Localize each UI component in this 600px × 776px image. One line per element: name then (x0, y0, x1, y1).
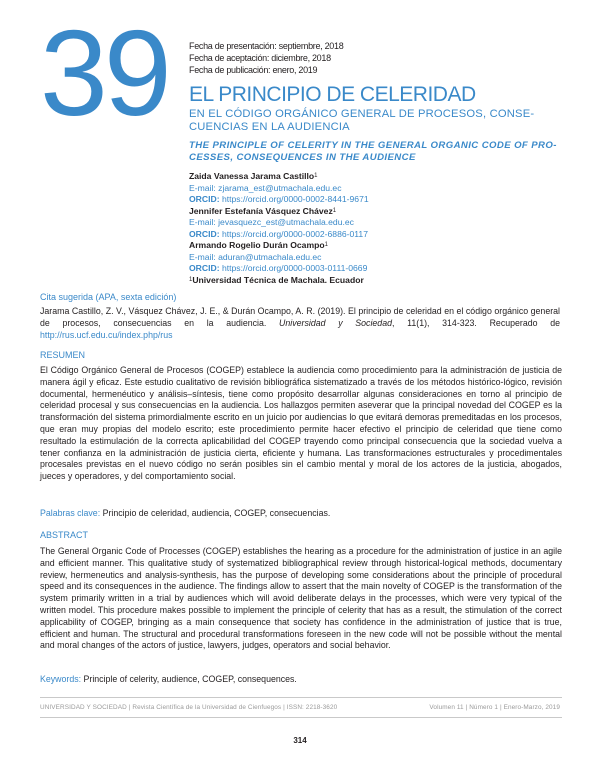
date-accepted: Fecha de aceptación: diciembre, 2018 (189, 53, 331, 63)
citation-url-link[interactable]: http://rus.ucf.edu.cu/index.php/rus (40, 329, 173, 340)
orcid-link[interactable]: https://orcid.org/0000-0002-6886-0117 (221, 228, 368, 239)
author-name: Jennifer Estefanía Vásquez Chávez (189, 205, 333, 216)
article-number: 39 (40, 5, 168, 141)
orcid-link[interactable]: https://orcid.org/0000-0002-8441-9671 (221, 194, 369, 204)
email-link[interactable]: aduran@utmachala.edu.ec (218, 251, 322, 262)
publication-dates (189, 40, 343, 76)
footer-journal-info: UNIVERSIDAD Y SOCIEDAD | Revista Científica de la Universidad de Cienfuegos | ISSN: 2218-3620 (40, 704, 338, 711)
email-link[interactable]: jevasquezc_est@utmachala.edu.ec (218, 217, 354, 227)
author-name: Zaida Vanessa Jarama Castillo (189, 171, 315, 181)
palabras-clave (40, 508, 330, 518)
abstract-text: The General Organic Code of Processes (COGEP) establishes the hearing as a procedure for the administration of justice in an agile and efficient manner. This qualitative study of systematized bibliographical review through historical-logical methods, documentary review, hermeneutics and analysis-synthesis, has the purpose of developing some considerations about the principle of procedural speed and its consequences in the audience. The findings allow to assert that the main novelty of COGEP is the transformation of the system primarily written in a trial by audiences which will avoid deliberate delays in the processes, which were very typical of the written model. This procedure makes possible to implement the principle of celerity that has as a result, the stimulation of the correct applicability of COGEP, bringing as a main consequence that society has confidence in the administration of justice that is true, efficient and human. The structural and procedural transformations foreseen in the new code will not be possible without the mental and moral changes of the actors of justice, lawyers, judges, operators and social behavior. (40, 546, 562, 651)
footer-divider-bottom (40, 717, 562, 718)
footer-divider (40, 697, 562, 698)
keywords-text: Principle of celerity, audience, COGEP, consequences. (81, 674, 297, 684)
authors-block (189, 171, 569, 286)
orcid-label: ORCID: (189, 263, 220, 273)
resumen-text: El Código Orgánico General de Procesos (COGEP) establece la audiencia como procedimiento para la administración de justicia de manera ágil y eficaz. Este estudio cualitativo de revisión bibliográfica sistematizado a través de los métodos histórico-lógico, revisión documental, hermenéutico y análisis–síntesis, tiene como propósito desarrollar algunas consideraciones en torno al principio de celeridad procesal y sus consecuencias en la audiencia. Los hallazgos permiten aseverar que la principal novedad del COGEP es la transformación del sistema primordialmente escrito en un juicio por audiencias lo que evitará demoras premeditadas en los procesos, que eran muy propias del modelo escrito; este procedimiento permite hacer efectivo el principio de celeridad que tiene como resultado la estimulación de la correcta aplicabilidad del COGEP trayendo como principal consecuencia que la sociedad vuelva a tener confianza en la administración de justicia cierta, eficiente y humana. Las transformaciones estructurales y procedimentales procesales previstas en el nuevo código no serán posibles sin el cambio mental y moral de los actores de la justicia, abogados, jueces y operadores, y del comportamiento social. (40, 365, 562, 482)
abstract-heading: ABSTRACT (40, 530, 89, 540)
affiliation-marker: 1 (332, 207, 337, 214)
footer-volume-info: Volumen 11 | Número 1 | Enero-Marzo, 2019 (429, 704, 560, 711)
date-published: Fecha de publicación: enero, 2019 (189, 65, 318, 75)
resumen-heading: RESUMEN (40, 350, 86, 360)
title-english: THE PRINCIPLE OF CELERITY IN THE GENERAL ORGANIC CODE OF PRO-CESSES, CONSEQUENCES IN THE AUDIENCE (189, 140, 557, 163)
palabras-clave-label: Palabras clave: (40, 508, 101, 518)
palabras-clave-text: Principio de celeridad, audiencia, COGEP, consecuencias. (100, 508, 331, 518)
page-number: 314 (293, 736, 307, 745)
citation-heading: Cita sugerida (APA, sexta edición) (40, 292, 177, 302)
affiliation-marker: 1 (314, 173, 318, 179)
orcid-label: ORCID: (189, 228, 220, 239)
email-label: E-mail: (189, 182, 216, 193)
affiliation: Universidad Técnica de Machala. Ecuador (192, 274, 364, 285)
affiliation-marker: 1 (189, 276, 193, 283)
keywords-label: Keywords: (40, 674, 82, 684)
author-2 (189, 206, 569, 241)
email-link[interactable]: zjarama_est@utmachala.edu.ec (218, 182, 342, 193)
author-3 (189, 240, 569, 275)
footer (40, 704, 560, 711)
email-label: E-mail: (189, 251, 216, 262)
email-label: E-mail: (189, 217, 216, 227)
orcid-label: ORCID: (189, 194, 220, 204)
citation-text-after: , 11(1), 314-323. Recuperado de (391, 317, 560, 328)
orcid-link[interactable]: https://orcid.org/0000-0003-0111-0669 (221, 263, 368, 273)
keywords (40, 674, 297, 684)
citation-journal: Universidad y Sociedad (279, 317, 392, 328)
date-presented: Fecha de presentación: septiembre, 2018 (189, 41, 344, 51)
title-spanish: EL PRINCIPIO DE CELERIDAD (189, 83, 476, 106)
citation-text: Jarama Castillo, Z. V., Vásquez Chávez, J. E., & Durán Ocampo, A. R. (2019). El principio de celeridad en el código orgánico general de procesos, consecuencias en la audiencia. (40, 306, 560, 328)
affiliation-marker: 1 (324, 242, 328, 248)
author-1 (189, 171, 569, 206)
subtitle-spanish: EN EL CÓDIGO ORGÁNICO GENERAL DE PROCESOS, CONSE-CUENCIAS EN LA AUDIENCIA (189, 108, 535, 133)
suggested-citation (40, 306, 560, 341)
author-name: Armando Rogelio Durán Ocampo (189, 240, 325, 250)
